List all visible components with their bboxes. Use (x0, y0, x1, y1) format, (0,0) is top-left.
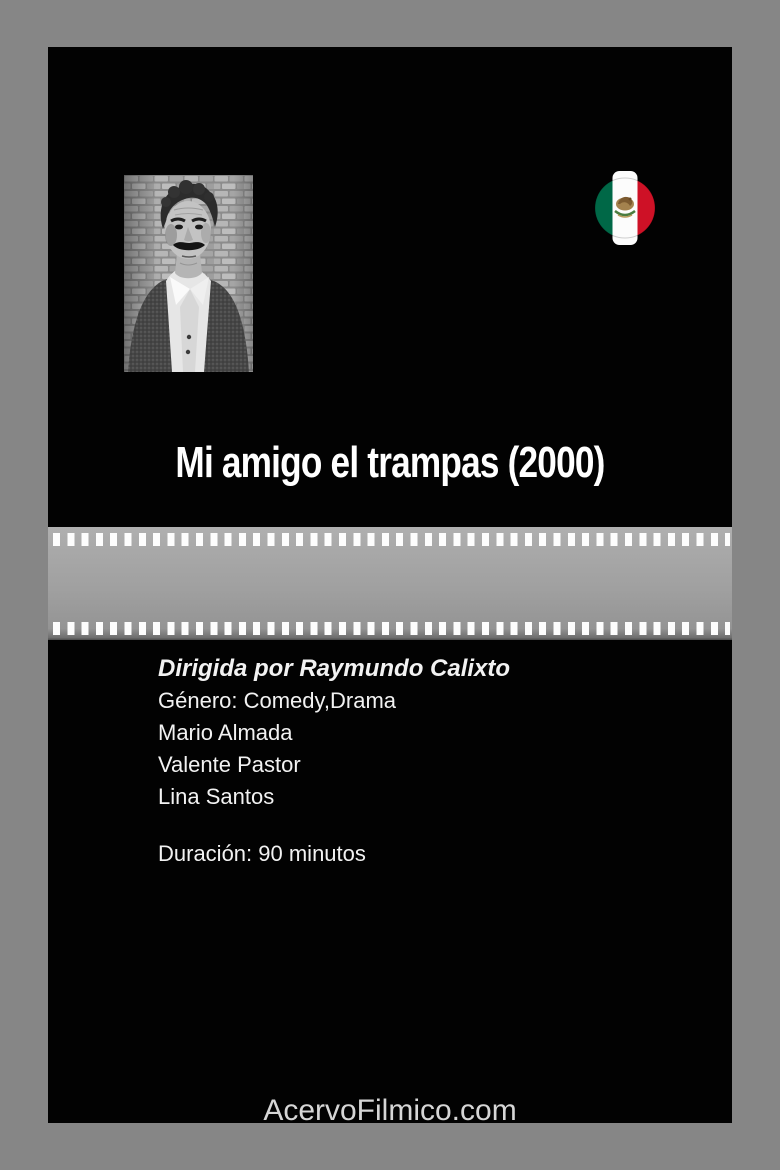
filmstrip-graphic (48, 527, 732, 640)
director-line: Dirigida por Raymundo Calixto (158, 655, 511, 682)
portrait-photo (124, 175, 253, 372)
cast-name: Mario Almada (158, 720, 293, 745)
mexico-flag-icon (594, 171, 656, 245)
filmstrip-perforations-bottom (50, 622, 730, 635)
portrait-photo-image (124, 175, 253, 372)
cast-name: Valente Pastor (158, 752, 301, 777)
filmstrip-perforations-top (50, 533, 730, 546)
credits-block (158, 653, 510, 870)
duration-line: Duración: 90 minutos (158, 841, 366, 866)
movie-poster (48, 47, 732, 1123)
movie-title: Mi amigo el trampas (2000) (175, 438, 605, 487)
mexico-flag-image (594, 171, 656, 245)
genre-line: Género: Comedy,Drama (158, 688, 397, 713)
cast-name: Lina Santos (158, 784, 275, 809)
site-footer: AcervoFilmico.com (263, 1094, 517, 1123)
